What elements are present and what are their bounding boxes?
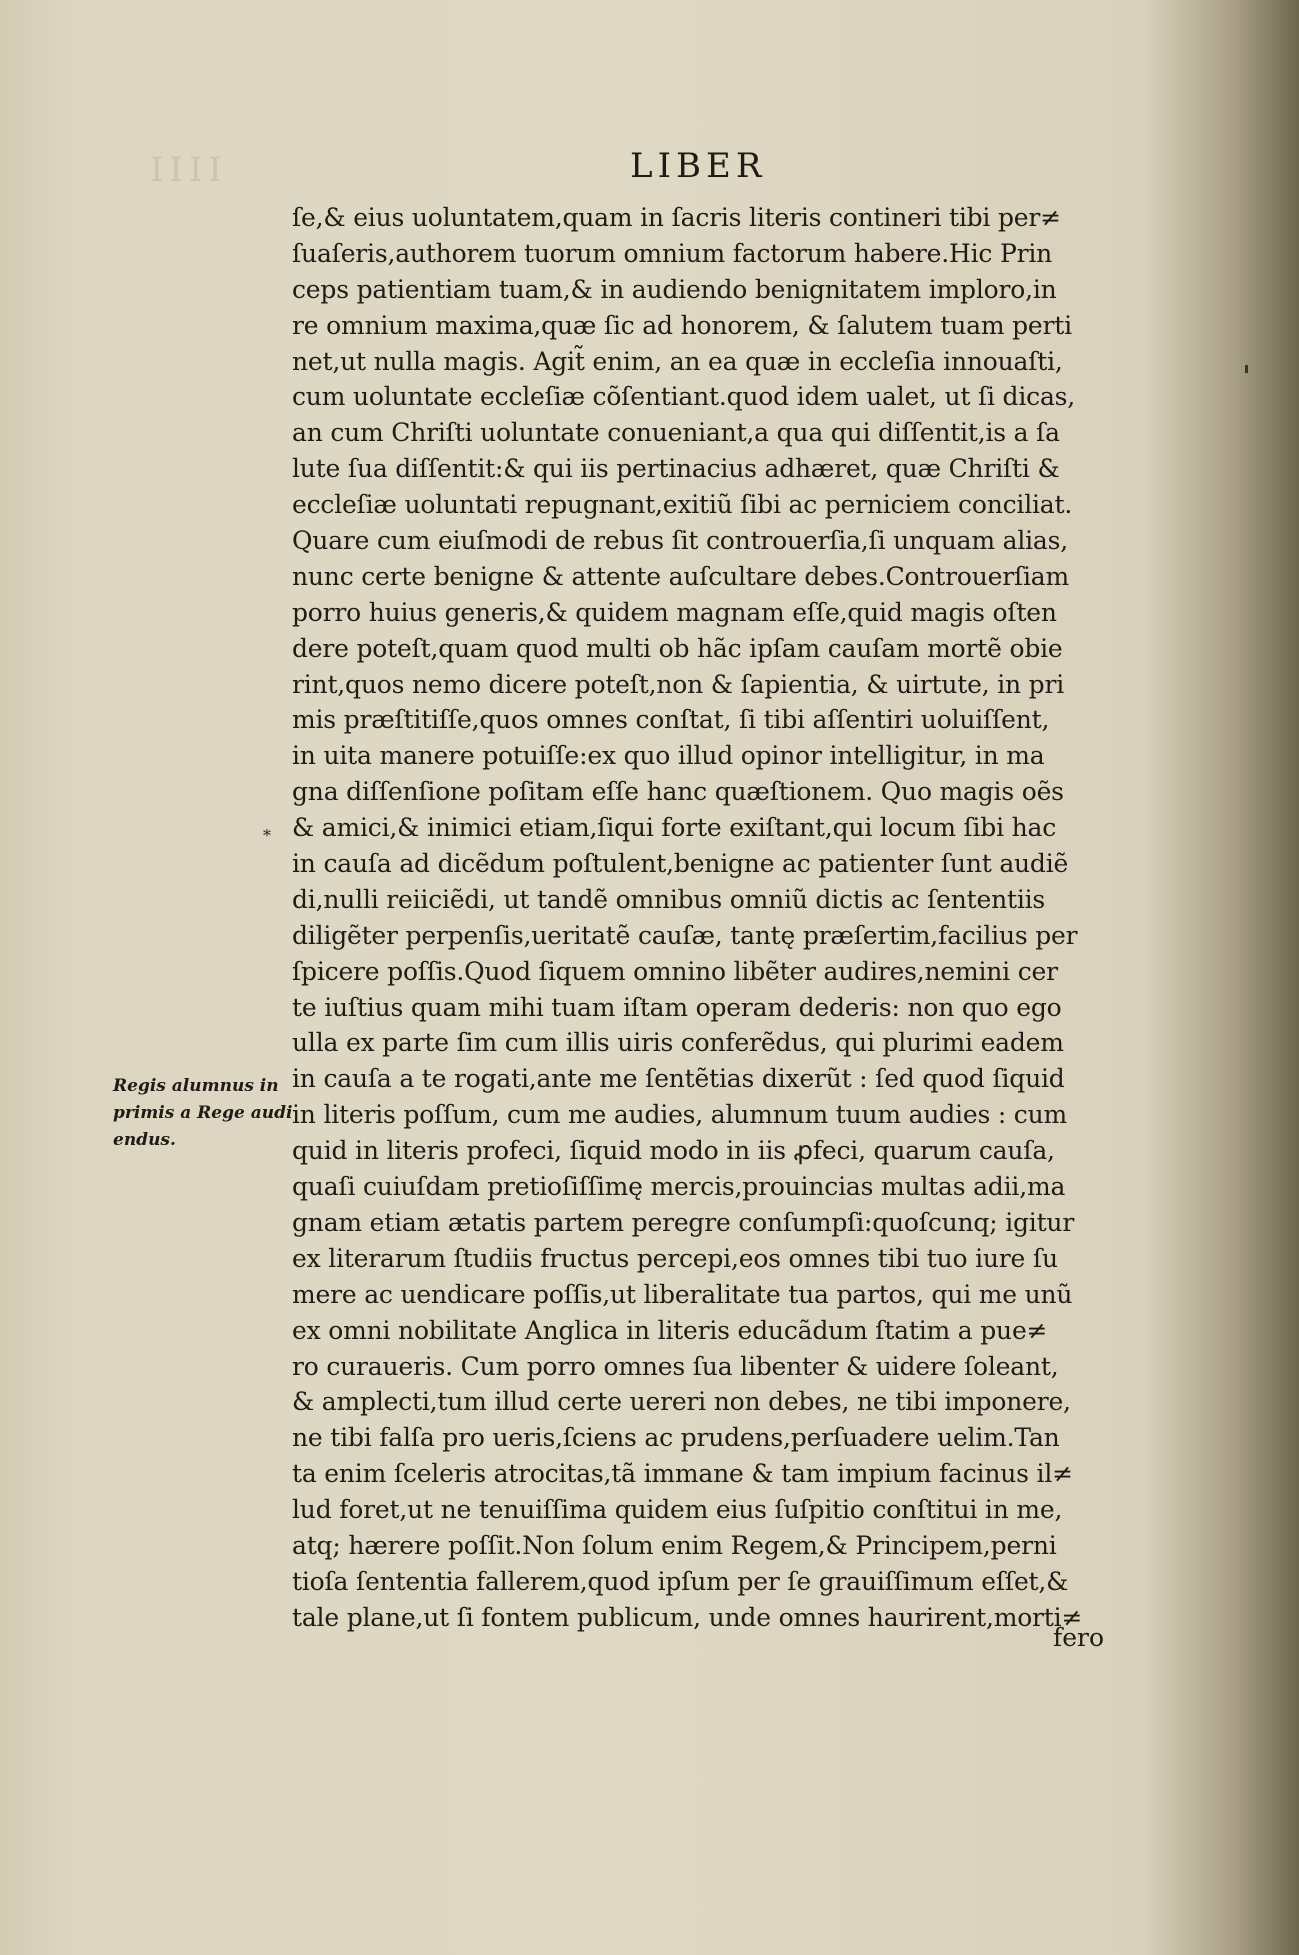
text-line: an cum Chriſti uoluntate conueniant,a qua qui diſſentit,is a ſa [292, 418, 1060, 448]
text-line: tale plane,ut ſi fontem publicum, unde omnes haurirent,morti≠ [292, 1602, 1083, 1632]
text-line: ſuaſeris,authorem tuorum omnium factorum habere.Hic Prin [292, 238, 1053, 268]
text-line: lute ſua diſſentit:& qui iis pertinacius adhæret, quæ Chriſti & [292, 454, 1060, 484]
text-line: & amici,& inimici etiam,ſiqui forte exiſtant,qui locum ſibi hac [292, 813, 1057, 843]
marginal-note-line: endus. [113, 1130, 176, 1150]
text-line: diligẽter perpenſis,ueritatẽ cauſæ, tantę præſertim,facilius per [292, 920, 1078, 950]
margin-mark: * [263, 826, 271, 845]
text-line: ro curaueris. Cum porro omnes ſua libenter & uidere ſoleant, [292, 1351, 1059, 1381]
text-line: rint,quos nemo dicere poteſt,non & ſapientia, & uirtute, in pri [292, 669, 1065, 699]
show-through-text: IIII [150, 150, 228, 190]
marginal-note [113, 1073, 293, 1154]
text-line: lud foret,ut ne tenuiſſima quidem eius ſuſpitio conſtitui in me, [292, 1495, 1063, 1525]
text-line: ta enim ſceleris atrocitas,tã immane & tam impium facinus il≠ [292, 1459, 1073, 1489]
text-line: ex omni nobilitate Anglica in literis educãdum ſtatim a pue≠ [292, 1315, 1048, 1345]
text-line: re omnium maxima,quæ ſic ad honorem, & ſalutem tuam perti [292, 310, 1072, 340]
text-line: mis præſtitiſſe,quos omnes conſtat, ſi tibi aſſentiri uoluiſſent, [292, 705, 1050, 735]
text-line: in literis poſſum, cum me audies, alumnum tuum audies : cum [292, 1100, 1068, 1130]
text-line: Quare cum eiuſmodi de rebus ſit controuerſia,ſi unquam alias, [292, 526, 1068, 556]
text-line: in uita manere potuiſſe:ex quo illud opinor intelligitur, in ma [292, 741, 1045, 771]
main-text-block [292, 200, 1172, 1636]
text-line: gnam etiam ætatis partem peregre conſumpſi:quoſcunq; igitur [292, 1207, 1075, 1237]
text-line: quid in literis profeci, ſiquid modo in iis ꝓfeci, quarum cauſa, [292, 1136, 1055, 1166]
text-line: ſpicere poſſis.Quod ſiquem omnino libẽter audires,nemini cer [292, 956, 1058, 986]
text-line: ſe,& eius uoluntatem,quam in ſacris literis contineri tibi per≠ [292, 203, 1061, 232]
text-line: quaſi cuiuſdam pretioſiſſimę mercis,prouincias multas adii,ma [292, 1172, 1066, 1202]
running-head: LIBER [630, 146, 767, 186]
text-line: ex literarum ſtudiis fructus percepi,eos omnes tibi tuo iure ſu [292, 1243, 1058, 1273]
text-line: atq; hærere poſſit.Non ſolum enim Regem,& Principem,perni [292, 1530, 1057, 1560]
spine-blemish [1245, 365, 1248, 373]
marginal-note-line: primis a Rege audi [113, 1103, 293, 1123]
text-line: ulla ex parte ſim cum illis uiris conferẽdus, qui plurimi eadem [292, 1028, 1064, 1058]
text-line: ceps patientiam tuam,& in audiendo benignitatem imploro,in [292, 274, 1057, 304]
text-line: mere ac uendicare poſſis,ut liberalitate tua partos, qui me unũ [292, 1279, 1073, 1309]
text-line: net,ut nulla magis. Agit̃ enim, an ea quæ in eccleſia innouaſti, [292, 346, 1063, 376]
text-line: eccleſiæ uoluntati repugnant,exitiũ ſibi ac perniciem conciliat. [292, 490, 1073, 520]
text-line: in cauſa a te rogati,ante me ſentẽtias dixerũt : ſed quod ſiquid [292, 1064, 1065, 1094]
text-line: & amplecti,tum illud certe uereri non debes, ne tibi imponere, [292, 1387, 1071, 1417]
text-line: tioſa ſententia fallerem,quod ipſum per ſe grauiſſimum eſſet,& [292, 1566, 1069, 1596]
marginal-note-line: Regis alumnus in [113, 1076, 279, 1096]
text-line: cum uoluntate eccleſiæ cõſentiant.quod idem ualet, ut ſi dicas, [292, 382, 1076, 412]
text-line: di,nulli reiiciẽdi, ut tandẽ omnibus omniũ dictis ac ſententiis [292, 884, 1046, 914]
text-line: nunc certe benigne & attente auſcultare debes.Controuerſiam [292, 561, 1070, 591]
catchword: fero [1053, 1623, 1105, 1652]
text-line: ne tibi falſa pro ueris,ſciens ac prudens,perſuadere uelim.Tan [292, 1423, 1060, 1453]
text-line: in cauſa ad dicẽdum poſtulent,benigne ac patienter ſunt audiẽ [292, 849, 1069, 879]
text-line: gna diſſenſione poſitam eſſe hanc quæſtionem. Quo magis oẽs [292, 777, 1064, 807]
text-line: porro huius generis,& quidem magnam eſſe,quid magis oſten [292, 597, 1057, 627]
text-line: te iuſtius quam mihi tuam iſtam operam dederis: non quo ego [292, 992, 1062, 1022]
text-line: dere poteſt,quam quod multi ob hãc ipſam cauſam mortẽ obie [292, 633, 1063, 663]
